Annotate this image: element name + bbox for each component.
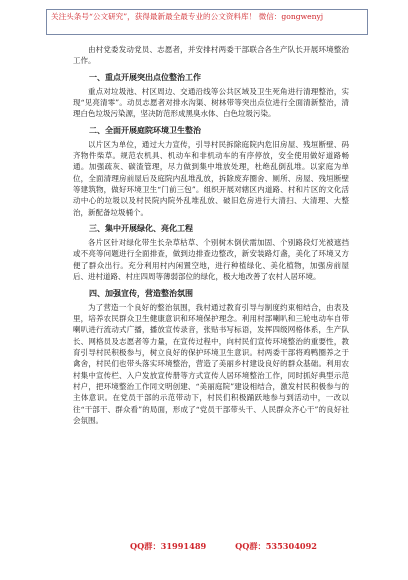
promo-banner	[46, 9, 368, 35]
section-body-4: 为了营造一个良好的整治氛围，我村通过教育引导与制度约束相结合，由表及里，培养农民群众卫生健康意识和环境保护理念。利用村部喇叭和三轮电动车自带喇叭进行流动式广播，播放宣传录音，张贴书写标语，发挥四级网格体系，生产队长、网格员及志愿者等力量，在宣传过程中，向村民们宣传环境整治的重要性，教育引导村民积极参与，树立良好的保护环境卫生意识。村两委干部将鸡鸭圈养之于禽舍，村民们也带头落实环境整治，营造了美丽乡村建设良好的群众基础。利用农村集中宣传栏、入户发放宣传册等方式宣传人居环境整治工作，同时抓好典型示范村户，把环境整治工作同文明创建、“美丽庭院”建设相结合，激发村民积极参与的主体意识。在党员干部的示范带动下，村民们积极踊跃地参与到活动中，一改以往“干部干、群众看”的局面，形成了“党员干部带头干、人民群众齐心干”的良好社会氛围。	[73, 302, 349, 425]
section-body-3: 各片区针对绿化带生长杂草枯草、个别树木倒伏需加固、个别路段灯光被遮挡或不亮等问题进行全面排查，做到边排查边整改，新安装路灯盏，美化了环境又方便了群众出行。充分利用村内闲置空地，进行种植绿化、美化植物，加强房前屋后、进村道路、村庄四周等薄弱部位的绿化，极大地改善了农村人居环境。	[73, 238, 349, 282]
section-heading-2: 二、全面开展庭院环境卫生整治	[89, 124, 201, 135]
section-body-2: 以片区为单位，通过大力宣传，引导村民拆除庭院内危旧房屋、残垣断壁、码齐物件柴草。规范农机具、机动车和非机动车的有序停放，安全使用做好道路畅通。加强疏灰、碳渣管理，尽力做到集中堆放处理，杜绝乱倒乱堆。以家庭为单位，全面清理房前屋后及庭院内乱堆乱放，拆除废弃圈舍、厕所、房屋、残垣断壁等建筑物，做好环境卫生“门前三包”。组织开展对辖区内道路、村和片区的文化活动中心的垃圾以及村民院内院外乱堆乱放、破旧危房进行大清扫、大清理、大整治，新配备垃圾桶个。	[73, 139, 349, 217]
section-heading-1: 一、重点开展突出点位整治工作	[89, 71, 201, 82]
qq-group-2: QQ群：535304092	[235, 541, 317, 551]
qq-group-1: QQ群：31991489	[130, 541, 207, 551]
promo-banner-text: 关注头条号“公文研究”，获得最新最全最专业的公文资料库！ 微信：gongwenyj	[51, 12, 324, 21]
intro-paragraph: 由村党委发动党员、志愿者，并安排村两委干部联合各生产队长开展环境整治工作。	[73, 45, 349, 66]
section-body-1: 重点对垃圾池、村区周边、交通沿线等公共区域及卫生死角进行清理整治，实现“见亮清零”。动员志愿者对排水沟渠、树林带等突出点位进行全面清新整治，清理白色垃圾污染源，坚决防范形成黑臭水体、白色垃圾污染。	[73, 86, 349, 119]
section-heading-4: 四、加强宣传，营造整治氛围	[89, 287, 193, 298]
footer-contact	[130, 541, 343, 552]
document-body	[73, 44, 349, 426]
section-heading-3: 三、集中开展绿化、亮化工程	[89, 223, 193, 234]
